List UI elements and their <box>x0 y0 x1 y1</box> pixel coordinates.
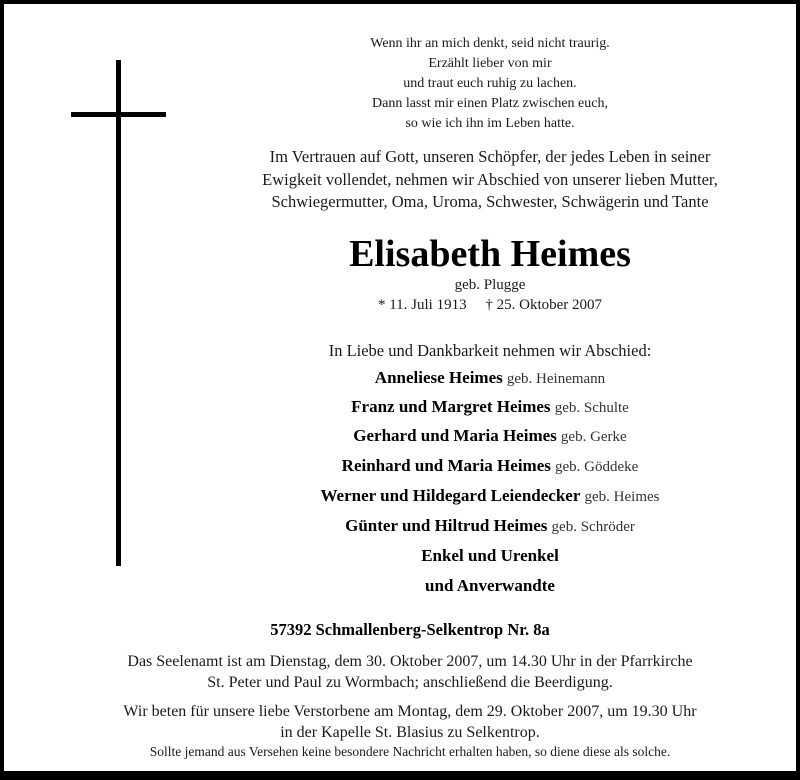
mourner-name: Reinhard und Maria Heimes <box>341 456 551 475</box>
mourner-birth-name: geb. Gerke <box>560 429 627 445</box>
mourner-birth-name: geb. Heinemann <box>506 371 606 387</box>
mourner-item <box>190 544 790 568</box>
mourner-item <box>190 574 790 598</box>
mourner-name: Werner und Hildegard Leiendecker <box>320 486 581 505</box>
service-line: Das Seelenamt ist am Dienstag, dem 30. Oktober 2007, um 14.30 Uhr in der Pfarrkirche <box>127 653 693 670</box>
poem-line: und traut euch ruhig zu lachen. <box>403 76 577 91</box>
farewell-text: In Liebe und Dankbarkeit nehmen wir Abschied: <box>328 341 652 360</box>
deceased-name: Elisabeth Heimes <box>349 233 631 275</box>
mourner-birth-name: geb. Heimes <box>584 489 660 505</box>
birth-date: * 11. Juli 1913 <box>377 297 467 313</box>
mourner-birth-name: geb. Schulte <box>554 400 629 416</box>
mourner-birth-name: geb. Göddeke <box>555 459 639 475</box>
life-dates <box>190 295 790 315</box>
poem-line: Wenn ihr an mich denkt, seid nicht traurig. <box>370 36 610 51</box>
poem-line: Erzählt lieber von mir <box>428 56 552 71</box>
intro-line: Ewigkeit vollendet, nehmen wir Abschied von unserer lieben Mutter, <box>262 170 718 189</box>
birth-name: geb. Plugge <box>454 277 526 293</box>
mourner-name: Enkel und Urenkel <box>421 546 559 565</box>
prayer-line: Wir beten für unsere liebe Verstorbene am Montag, dem 29. Oktober 2007, um 19.30 Uhr <box>123 703 697 720</box>
mourner-item <box>190 484 790 509</box>
mourner-item <box>190 395 790 420</box>
death-date: † 25. Oktober 2007 <box>485 297 603 313</box>
mourner-name: Anneliese Heimes <box>374 368 503 387</box>
intro-line: Schwiegermutter, Oma, Uroma, Schwester, Schwägerin und Tante <box>271 192 709 211</box>
mourner-item <box>190 366 790 391</box>
service-line: St. Peter und Paul zu Wormbach; anschließend die Beerdigung. <box>207 674 613 691</box>
poem-line: Dann lasst mir einen Platz zwischen euch, <box>372 96 608 111</box>
mourner-item <box>190 424 790 449</box>
prayer-line: in der Kapelle St. Blasius zu Selkentrop. <box>280 724 540 741</box>
cross-vertical-bar <box>116 60 121 566</box>
notice-text: Sollte jemand aus Versehen keine besondere Nachricht erhalten haben, so diene diese als solche. <box>149 744 671 759</box>
address: 57392 Schmallenberg-Selkentrop Nr. 8a <box>270 620 550 639</box>
mourner-name: Gerhard und Maria Heimes <box>353 426 557 445</box>
mourner-name: Franz und Margret Heimes <box>351 397 551 416</box>
mourner-name: Günter und Hiltrud Heimes <box>345 516 548 535</box>
mourner-item <box>190 454 790 479</box>
mourner-name: und Anverwandte <box>425 576 555 595</box>
mourner-birth-name: geb. Schröder <box>551 519 635 535</box>
mourner-item <box>190 514 790 539</box>
poem-line: so wie ich ihn im Leben hatte. <box>405 116 575 131</box>
intro-line: Im Vertrauen auf Gott, unseren Schöpfer, der jedes Leben in seiner <box>269 147 711 166</box>
cross-horizontal-bar <box>71 112 166 117</box>
